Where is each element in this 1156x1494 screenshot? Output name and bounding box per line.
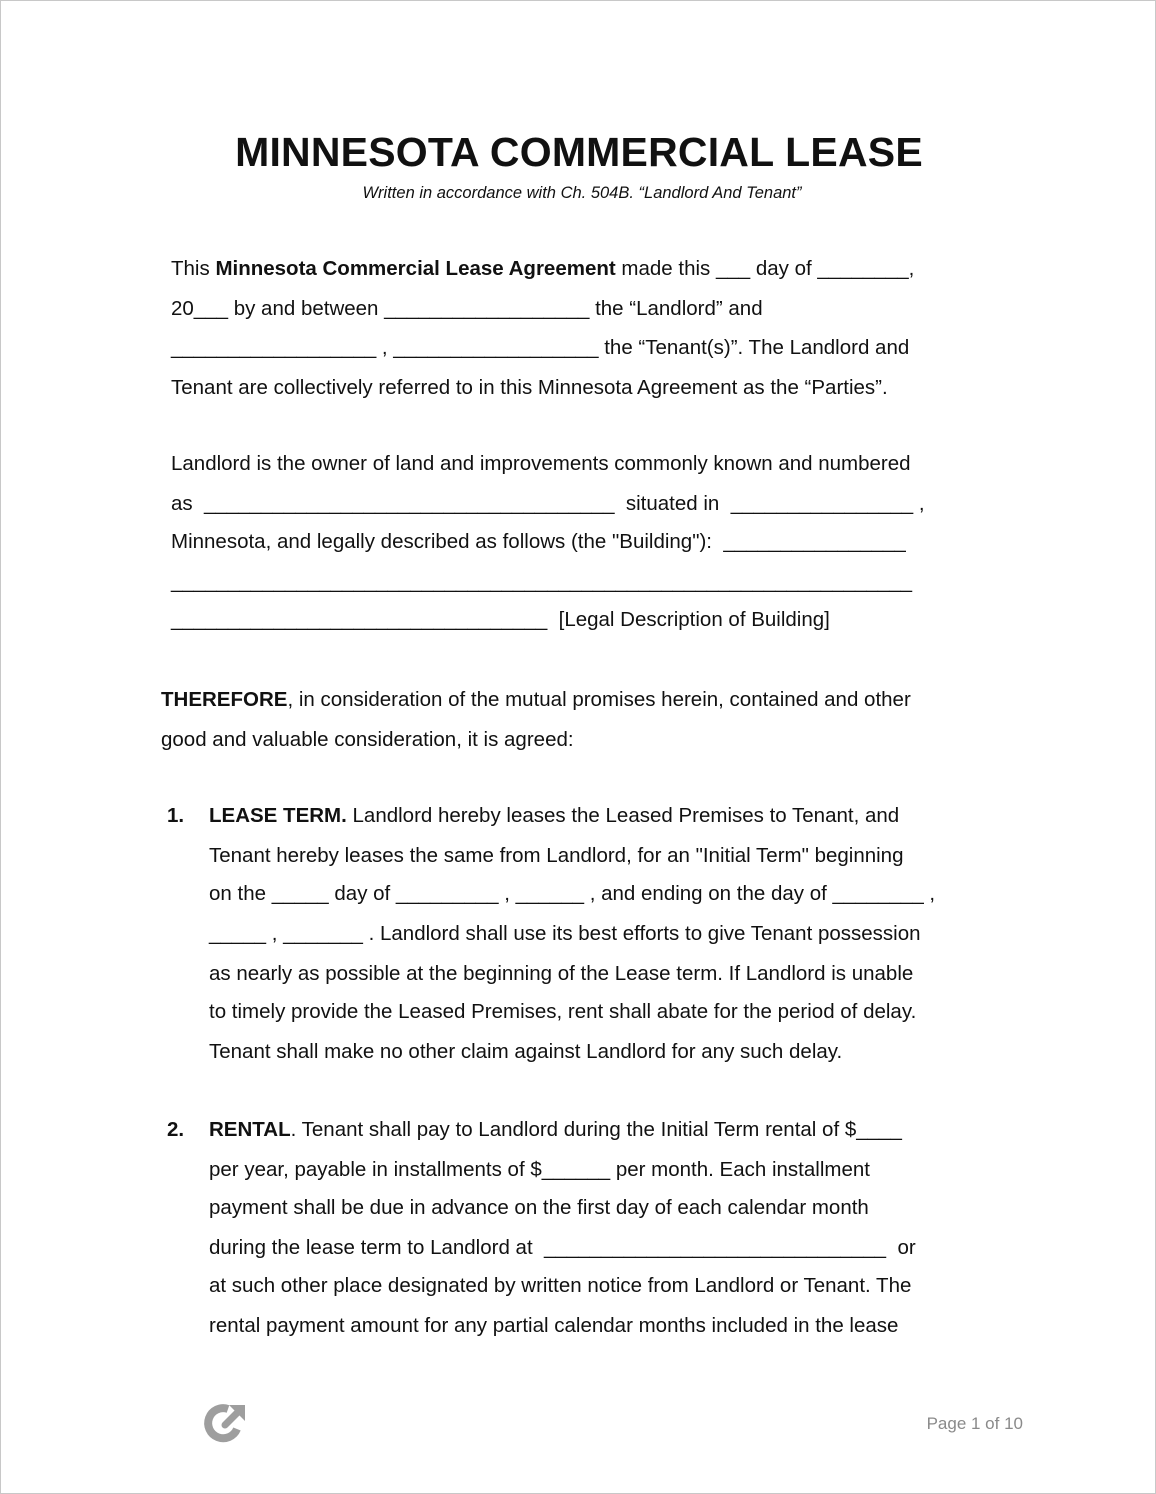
section-1-line-6: to timely provide the Leased Premises, rent shall abate for the period of delay. bbox=[209, 1000, 917, 1023]
section-1-line-3: on the _____ day of _________ , ______ , and ending on the day of ________ , bbox=[209, 882, 936, 905]
premises-line-1: Landlord is the owner of land and improvements commonly known and numbered bbox=[171, 452, 911, 475]
section-2-line-1: RENTAL. Tenant shall pay to Landlord during the Initial Term rental of $____ bbox=[209, 1118, 902, 1141]
document-subtitle: Written in accordance with Ch. 504B. “Landlord And Tenant” bbox=[362, 184, 802, 202]
premises-line-4: _________________________________________________________________ bbox=[171, 570, 913, 593]
section-1-heading: LEASE TERM. bbox=[209, 804, 347, 827]
therefore-line-2: good and valuable consideration, it is agreed: bbox=[161, 728, 574, 751]
section-1-number: 1. bbox=[167, 804, 185, 827]
agreement-name: Minnesota Commercial Lease Agreement bbox=[215, 257, 616, 280]
section-2-number: 2. bbox=[167, 1118, 185, 1141]
intro-line-3: __________________ , __________________ the “Tenant(s)”. The Landlord and bbox=[171, 336, 910, 359]
section-1-line-5: as nearly as possible at the beginning of the Lease term. If Landlord is unable bbox=[209, 962, 914, 985]
intro-line-2: 20___ by and between __________________ the “Landlord” and bbox=[171, 297, 763, 320]
therefore-line-1: THEREFORE, in consideration of the mutual promises herein, contained and other bbox=[161, 688, 911, 711]
document-title: MINNESOTA COMMERCIAL LEASE bbox=[235, 129, 923, 175]
premises-line-2: as ____________________________________ situated in ________________ , bbox=[171, 492, 925, 515]
section-2-line-2: per year, payable in installments of $______ per month. Each installment bbox=[209, 1158, 870, 1181]
premises-line-3: Minnesota, and legally described as follows (the "Building"): ________________ bbox=[171, 530, 906, 553]
therefore-keyword: THEREFORE bbox=[161, 688, 288, 711]
brand-arrow-logo-icon bbox=[201, 1399, 249, 1447]
section-1-line-7: Tenant shall make no other claim against Landlord for any such delay. bbox=[209, 1040, 843, 1063]
section-2-line-3: payment shall be due in advance on the first day of each calendar month bbox=[209, 1196, 869, 1219]
section-1-line-1: LEASE TERM. Landlord hereby leases the Leased Premises to Tenant, and bbox=[209, 804, 900, 827]
intro-line-1: This Minnesota Commercial Lease Agreement made this ___ day of ________, bbox=[171, 257, 915, 280]
section-2-heading: RENTAL bbox=[209, 1118, 291, 1141]
intro-line-4: Tenant are collectively referred to in this Minnesota Agreement as the “Parties”. bbox=[171, 376, 888, 399]
page-number: Page 1 of 10 bbox=[926, 1414, 1023, 1433]
premises-line-5: _________________________________ [Legal Description of Building] bbox=[171, 608, 830, 631]
section-2-line-6: rental payment amount for any partial calendar months included in the lease bbox=[209, 1314, 899, 1337]
section-2-line-4: during the lease term to Landlord at ______________________________ or bbox=[209, 1236, 916, 1259]
section-1-line-2: Tenant hereby leases the same from Landlord, for an "Initial Term" beginning bbox=[209, 844, 904, 867]
section-1-line-4: _____ , _______ . Landlord shall use its best efforts to give Tenant possession bbox=[209, 922, 921, 945]
section-2-line-5: at such other place designated by written notice from Landlord or Tenant. The bbox=[209, 1274, 912, 1297]
